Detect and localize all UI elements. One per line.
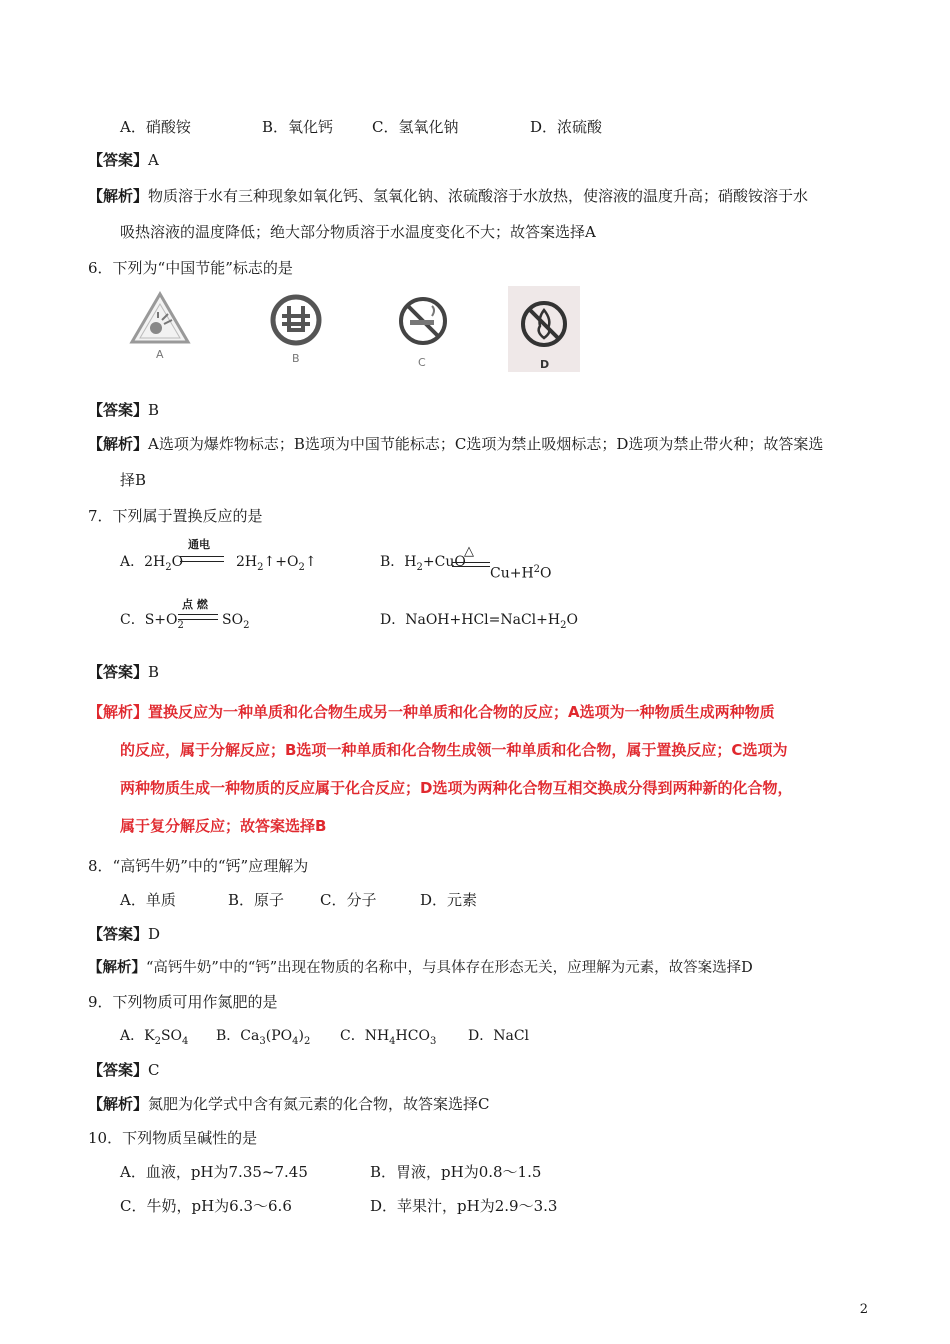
- q6-question: 6．下列为“中国节能”标志的是: [88, 259, 293, 277]
- q8-option-c: C．分子: [320, 891, 377, 909]
- explosive-sign-icon: [128, 290, 192, 346]
- q7-option-a-bar-2: [180, 561, 224, 562]
- q5-option-b: B．氧化钙: [262, 118, 334, 136]
- q6-analysis-line1: 【解析】A选项为爆炸物标志；B选项为中国节能标志；C选项为禁止吸烟标志；D选项为禁止带火种；故答案选: [88, 435, 824, 453]
- q7-option-d: D．$NaOH+HCl=NaCl+H_2O$: [380, 612, 578, 631]
- q7-option-c-lhs: C．$S+O_2$: [120, 612, 184, 631]
- q5-analysis-line2: 吸热溶液的温度降低；绝大部分物质溶于水温度变化不大；故答案选择A: [120, 223, 596, 241]
- q8-option-a: A．单质: [120, 891, 176, 909]
- q10-option-d: D．苹果汁，pH为2.9～3.3: [370, 1197, 558, 1215]
- q10-question: 10．下列物质呈碱性的是: [88, 1129, 258, 1147]
- q5-option-c: C．氢氧化钠: [372, 118, 459, 136]
- q7-option-a-rhs: $2H_2↑+O_2↑$: [236, 554, 317, 573]
- q8-analysis-line1: 【解析】“高钙牛奶”中的“钙”出现在物质的名称中，与具体存在形态无关，应理解为元素，故答案选择D: [88, 960, 753, 976]
- q6-caption-b: B: [292, 352, 300, 365]
- q6-caption-c: C: [418, 356, 426, 369]
- q10-option-b: B．胃液，pH为0.8～1.5: [370, 1163, 542, 1181]
- q5-analysis-line1: 【解析】物质溶于水有三种现象如氧化钙、氢氧化钠、浓硫酸溶于水放热，使溶液的温度升高；硝酸铵溶于水: [88, 187, 809, 205]
- q7-option-c-condition: 点 燃: [182, 598, 208, 611]
- q7-analysis-line4: 属于复分解反应；故答案选择B: [120, 817, 327, 835]
- q10-option-c: C．牛奶，pH为6.3～6.6: [120, 1197, 292, 1215]
- q7-option-b-bar-1: [452, 562, 490, 563]
- q6-analysis-line2: 择B: [120, 471, 147, 489]
- q9-analysis-line1: 【解析】氮肥为化学式中含有氮元素的化合物，故答案选择C: [88, 1095, 490, 1113]
- q9-question: 9．下列物质可用作氮肥的是: [88, 993, 278, 1011]
- q9-option-a: A．$K_2SO_4$: [120, 1028, 189, 1047]
- q9-option-c: C．$NH_4HCO_3$: [340, 1028, 437, 1047]
- q9-option-b: B．$Ca_3(PO_4)_2$: [216, 1028, 311, 1047]
- q7-option-b-lhs: B．$H_2+CuO$: [380, 554, 466, 573]
- q6-caption-a: A: [156, 348, 164, 361]
- q7-option-a-condition: 通电: [188, 538, 210, 551]
- q8-question: 8．“高钙牛奶”中的“钙”应理解为: [88, 857, 309, 875]
- q5-option-a: A．硝酸铵: [120, 118, 191, 136]
- q6-answer: 【答案】B: [88, 401, 160, 419]
- q5-option-d: D．浓硫酸: [530, 118, 603, 136]
- q7-option-a-lhs: A．$2H_2O$: [120, 554, 184, 573]
- q9-answer: 【答案】C: [88, 1061, 160, 1079]
- q7-analysis-line1: 【解析】置换反应为一种单质和化合物生成另一种单质和化合物的反应；A选项为一种物质生成两种物质: [88, 703, 775, 721]
- q7-option-c-rhs: $SO_2$: [222, 612, 250, 631]
- q6-caption-d: D: [540, 358, 550, 371]
- q8-answer: 【答案】D: [88, 925, 161, 943]
- q10-option-a: A．血液，pH为7.35~7.45: [120, 1163, 308, 1181]
- q7-answer: 【答案】B: [88, 663, 160, 681]
- q7-analysis-line3: 两种物质生成一种物质的反应属于化合反应；D选项为两种化合物互相交换成分得到两种新的化合物，: [120, 779, 793, 797]
- q8-option-d: D．元素: [420, 891, 478, 909]
- q7-option-c-bar-2: [178, 619, 218, 620]
- q7-option-c-bar-1: [178, 614, 218, 615]
- no-smoking-sign-icon: [396, 294, 450, 348]
- q7-option-b-rhs: $Cu+H^2O$: [490, 564, 552, 582]
- q7-option-b-bar-2: [452, 566, 490, 567]
- q8-option-b: B．原子: [228, 891, 285, 909]
- q5-answer: 【答案】A: [88, 151, 159, 169]
- energy-saving-sign-icon: [268, 292, 324, 348]
- q7-analysis-line2: 的反应，属于分解反应；B选项一种单质和化合物生成领一种单质和化合物，属于置换反应；C选项为: [120, 741, 788, 759]
- page-number: 2: [859, 1302, 868, 1317]
- no-fire-sign-icon: [518, 298, 570, 350]
- q7-option-a-bar-1: [180, 556, 224, 557]
- q9-option-d: D．NaCl: [468, 1028, 530, 1044]
- q7-question: 7．下列属于置换反应的是: [88, 507, 263, 525]
- q7-option-b-condition: △: [464, 544, 474, 559]
